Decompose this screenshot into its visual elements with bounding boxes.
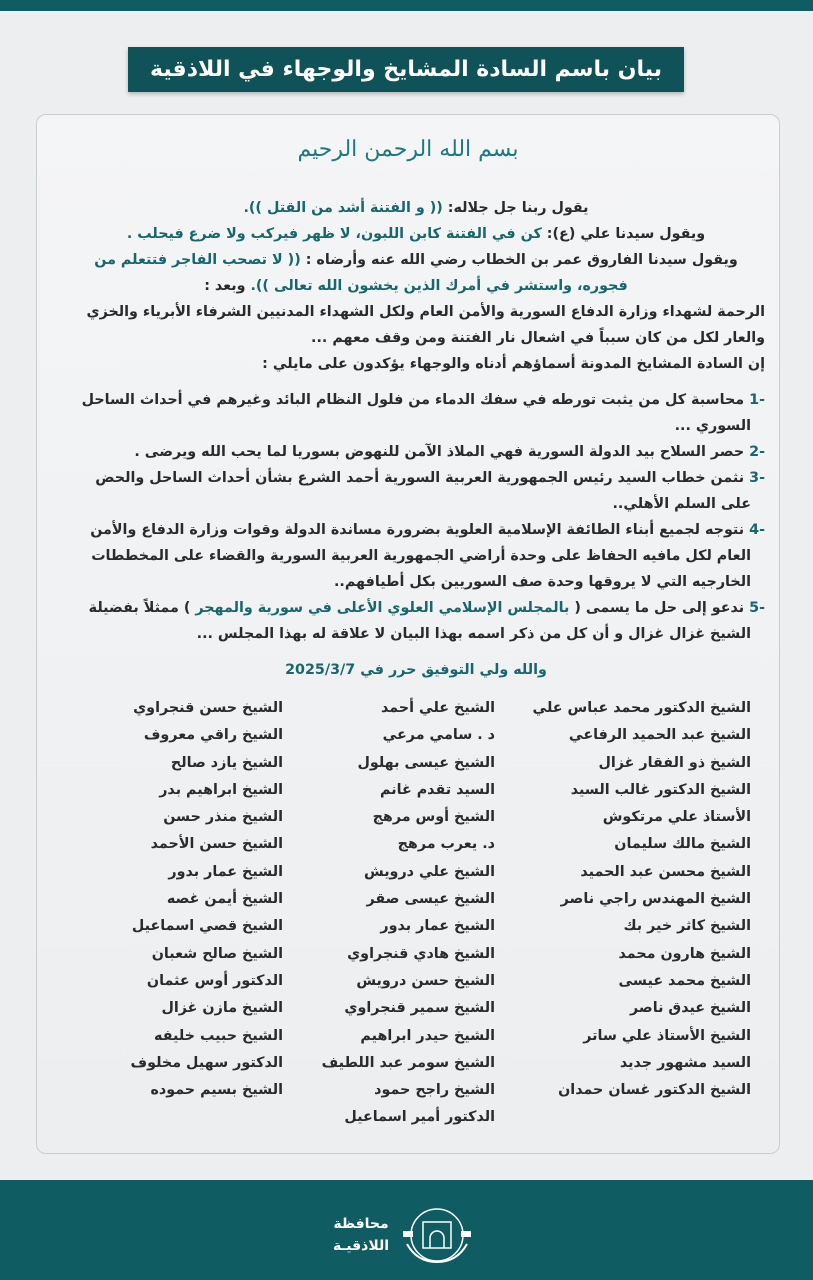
signatory-name: الشيخ علي أحمد bbox=[380, 700, 495, 716]
signatory-name: الشيخ علي درويش bbox=[363, 863, 495, 880]
signatory-name: السيد مشهور جديد bbox=[619, 1054, 751, 1071]
signatory-name: الشيخ عيسى صقر bbox=[366, 891, 495, 908]
quote-3 bbox=[67, 247, 765, 299]
signatory-name: الشيخ راجح حمود bbox=[374, 1082, 495, 1099]
page-title: بيان باسم السادة المشايخ والوجهاء في اللاذقية bbox=[128, 47, 684, 92]
signatories bbox=[37, 695, 779, 1145]
signatory-name: الشيخ قصي اسماعيل bbox=[131, 918, 283, 935]
paragraph-mercy: الرحمة لشهداء وزارة الدفاع السورية والأمن العام ولكل الشهداء المدنيين الشرفاء الأبرياء والخزي والعار لكل من كان سبباً في اشعال نار الفتنة ومن وقف معهم ... bbox=[86, 304, 765, 346]
point-number: -4 bbox=[749, 522, 765, 538]
quote-1-text: (( و الفتنة أشد من القتل )). bbox=[243, 200, 443, 216]
point-number: -5 bbox=[749, 600, 765, 616]
point-number: -2 bbox=[749, 444, 765, 460]
signatory-name: الشيخ عمار بدور bbox=[168, 863, 283, 880]
point-item bbox=[67, 517, 765, 595]
point-text: نثمن خطاب السيد رئيس الجمهورية العربية السورية أحمد الشرع بشأن أحداث الساحل والحض على السلم الأهلي.. bbox=[95, 470, 751, 512]
point-item bbox=[67, 595, 765, 647]
signatory-name: السيد تقدم غانم bbox=[380, 781, 495, 798]
signatory-name: الشيخ عبد الحميد الرفاعي bbox=[568, 727, 751, 744]
point-item bbox=[67, 439, 765, 465]
point-item bbox=[67, 465, 765, 517]
signatory-name: الشيخ حسن الأحمد bbox=[150, 836, 283, 853]
signatory-name: الشيخ محمد عيسى bbox=[618, 972, 751, 989]
basmala-calligraphy: بسم الله الرحمن الرحيم bbox=[297, 137, 519, 162]
signatory-name: الشيخ كاثر خير بك bbox=[623, 918, 751, 935]
signatory-name: الشيخ منذر حسن bbox=[163, 809, 283, 826]
signatory-name: الشيخ سومر عبد اللطيف bbox=[321, 1054, 495, 1071]
signatory-name: الدكتور أوس عثمان bbox=[146, 972, 283, 989]
signatory-name: د . سامي مرعي bbox=[382, 727, 495, 744]
signatory-name: الشيخ أيمن غصه bbox=[166, 891, 283, 908]
point-text: نتوجه لجميع أبناء الطائفة الإسلامية العلوية بضرورة مساندة الدولة وقوات وزارة الدفاع والأمن العام لكل مافيه الحفاظ على وحدة أراضي الجمهورية العربية السورية والقضاء على المخططات الخارجيه التي لا يروقها وحدة صف السوريين بكل أطيافهم.. bbox=[90, 522, 751, 590]
signatory-name: الشيخ عيسى بهلول bbox=[357, 754, 495, 771]
quote-3-prefix: ويقول سيدنا الفاروق عمر بن الخطاب رضي الله عنه وأرضاه : bbox=[300, 252, 738, 268]
signatory-name: الدكتور أمير اسماعيل bbox=[344, 1109, 495, 1126]
paragraph-affirm: إن السادة المشايخ المدونة أسماؤهم أدناه والوجهاء يؤكدون على مايلي : bbox=[262, 356, 765, 372]
quote-2-text: كن في الفتنة كابن اللبون، لا ظهر فيركب ولا ضرع فيحلب . bbox=[126, 226, 542, 242]
signatory-name: الشيخ أوس مرهج bbox=[372, 809, 495, 826]
names-column-right bbox=[532, 695, 751, 1104]
signatory-name: د. يعرب مرهج bbox=[397, 836, 495, 853]
point-text: ) ممثلاً بفضيلة الشيخ غزال غزال و أن كل من ذكر اسمه بهذا البيان لا علاقة له بهذا المجلس ... bbox=[88, 600, 751, 642]
signatory-name: الشيخ يازد صالح bbox=[170, 754, 283, 771]
point-number: -3 bbox=[749, 470, 765, 486]
names-column-middle bbox=[322, 695, 495, 1132]
signatory-name: الشيخ الأستاذ علي ساتر bbox=[583, 1027, 751, 1044]
point-text: حصر السلاح بيد الدولة السورية فهي الملاذ الآمن للنهوض بسوريا لما يحب الله ويرضى . bbox=[134, 444, 750, 460]
signatory-name: الشيخ الدكتور محمد عباس علي bbox=[532, 700, 751, 716]
statement-body bbox=[67, 195, 765, 683]
logo-line-1: محافظة bbox=[333, 1216, 389, 1232]
signatory-name: الشيخ عمار بدور bbox=[380, 918, 495, 935]
signatory-name: الشيخ بسيم حموده bbox=[150, 1082, 283, 1099]
signatory-name: الشيخ مازن غزال bbox=[161, 1000, 283, 1017]
closing-date: والله ولي التوفيق حرر في 2025/3/7 bbox=[285, 662, 547, 678]
quote-1-prefix: يقول ربنا جل جلاله: bbox=[442, 200, 589, 216]
quote-1 bbox=[67, 195, 765, 221]
signatory-name: الشيخ المهندس راجي ناصر bbox=[560, 891, 751, 908]
signatory-name: الشيخ ابراهيم بدر bbox=[159, 781, 283, 798]
quote-2 bbox=[67, 221, 765, 247]
signatory-name: الشيخ حسن درويش bbox=[356, 972, 495, 989]
signatory-name: الشيخ حيدر ابراهيم bbox=[360, 1027, 495, 1044]
signatory-name: الشيخ سمير قنجراوي bbox=[344, 1000, 495, 1017]
signatory-name: الشيخ الدكتور غسان حمدان bbox=[558, 1082, 751, 1099]
names-column-left bbox=[131, 695, 283, 1104]
point-text: ندعو إلى حل ما يسمى ( bbox=[569, 600, 750, 616]
top-bar bbox=[0, 0, 813, 11]
signatory-name: الشيخ ذو الفقار غزال bbox=[598, 754, 751, 771]
point-highlight: بالمجلس الإسلامي العلوي الأعلى في سورية والمهجر bbox=[195, 600, 570, 616]
points-list bbox=[67, 387, 765, 647]
point-number: -1 bbox=[749, 392, 765, 408]
governorate-logo bbox=[333, 1204, 475, 1266]
governorate-name bbox=[333, 1213, 389, 1257]
signatory-name: الشيخ هادي قنجراوي bbox=[347, 945, 495, 962]
logo-line-2: اللاذقيـة bbox=[333, 1238, 390, 1254]
signatory-name: الشيخ حسن قنجراوي bbox=[133, 700, 283, 716]
signatory-name: الأستاذ علي مرتكوش bbox=[602, 809, 751, 826]
signatory-name: الشيخ حبيب خليفه bbox=[154, 1027, 283, 1044]
quote-3-suffix: وبعد : bbox=[204, 278, 251, 294]
signatory-name: الشيخ هارون محمد bbox=[618, 945, 751, 962]
signatory-name: الشيخ مالك سليمان bbox=[614, 836, 751, 853]
signatory-name: الشيخ صالح شعبان bbox=[151, 945, 283, 962]
signatory-name: الشيخ عيدق ناصر bbox=[630, 1000, 751, 1017]
quote-3-text: (( لا تصحب الفاجر فتتعلم من فجوره، واستشر في أمرك الذين يخشون الله تعالى )). bbox=[94, 252, 628, 294]
signatory-name: الشيخ الدكتور غالب السيد bbox=[570, 781, 751, 798]
quote-2-prefix: ويقول سيدنا علي (ع): bbox=[541, 226, 706, 242]
point-text: محاسبة كل من يثبت تورطه في سفك الدماء من فلول النظام البائد وغيرهم في أحداث الساحل السوري ... bbox=[81, 392, 751, 434]
signatory-name: الشيخ راقي معروف bbox=[143, 727, 283, 744]
signatory-name: الشيخ محسن عبد الحميد bbox=[580, 863, 751, 880]
statement-card bbox=[36, 114, 780, 1154]
signatory-name: الدكتور سهيل مخلوف bbox=[130, 1054, 283, 1071]
arch-emblem-icon bbox=[399, 1204, 475, 1266]
point-item bbox=[67, 387, 765, 439]
